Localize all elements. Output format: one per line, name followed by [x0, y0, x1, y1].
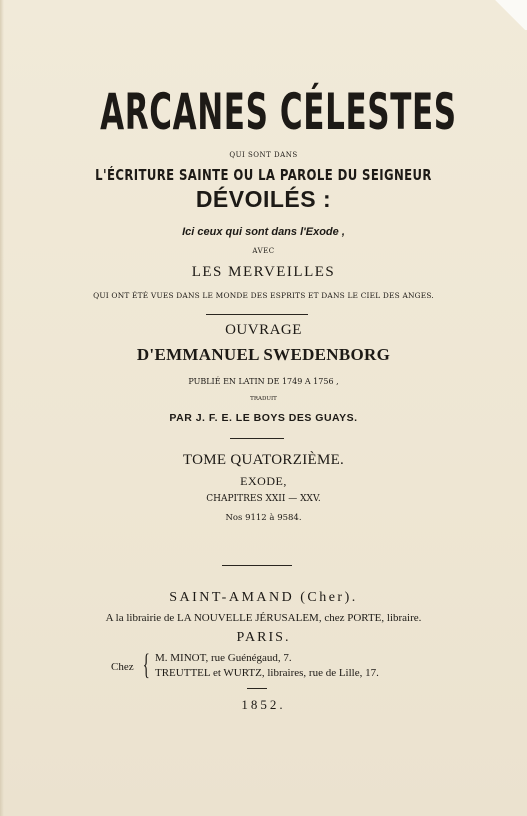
address-minot: M. MINOT, rue Guénégaud, 7.	[155, 652, 292, 664]
brace-icon: {	[142, 648, 150, 681]
chapters-line: CHAPITRES XXII — XXV.	[206, 494, 321, 504]
city-paris: PARIS.	[236, 630, 291, 645]
folded-corner	[487, 0, 527, 30]
chez-label: Chez	[111, 661, 134, 673]
avec-label: AVEC	[252, 247, 275, 255]
numbers-line: Nos 9112 à 9584.	[225, 513, 302, 523]
publisher-line: A la librairie de LA NOUVELLE JÉRUSALEM, chez PORTE, libraire.	[105, 612, 422, 624]
divider-rule	[230, 438, 284, 439]
divider-rule	[222, 565, 292, 566]
translator-line: PAR J. F. E. LE BOYS DES GUAYS.	[169, 412, 358, 424]
traduit-label: TRADUIT	[250, 396, 277, 402]
devoiles-heading: DÉVOILÉS :	[195, 186, 332, 212]
publication-line: PUBLIÉ EN LATIN DE 1749 A 1756 ,	[188, 377, 339, 386]
author-name: D'EMMANUEL SWEDENBORG	[136, 345, 391, 364]
ouvrage-label: OUVRAGE	[225, 322, 302, 338]
ici-line: Ici ceux qui sont dans l'Exode ,	[182, 226, 345, 238]
divider-rule	[247, 688, 267, 689]
tome-heading: TOME QUATORZIÈME.	[182, 452, 345, 468]
subtitle-small: QUI SONT DANS	[229, 151, 298, 159]
publication-year: 1852.	[241, 697, 286, 712]
exode-line: EXODE,	[240, 474, 287, 488]
merveilles-heading: LES MERVEILLES	[191, 264, 336, 280]
subtitle-line: L'ÉCRITURE SAINTE OU LA PAROLE DU SEIGNEUR	[95, 166, 432, 184]
divider-rule	[206, 314, 308, 315]
qui-ont-line: QUI ONT ÉTÉ VUES DANS LE MONDE DES ESPRITS ET DANS LE CIEL DES ANGES.	[93, 291, 434, 300]
address-treuttel: TREUTTEL et WURTZ, libraires, rue de Lille, 17.	[155, 667, 379, 679]
page-edge-shadow	[0, 0, 4, 816]
book-title: ARCANES CÉLESTES	[100, 83, 457, 141]
city-saint-amand: SAINT-AMAND (Cher).	[169, 590, 358, 605]
